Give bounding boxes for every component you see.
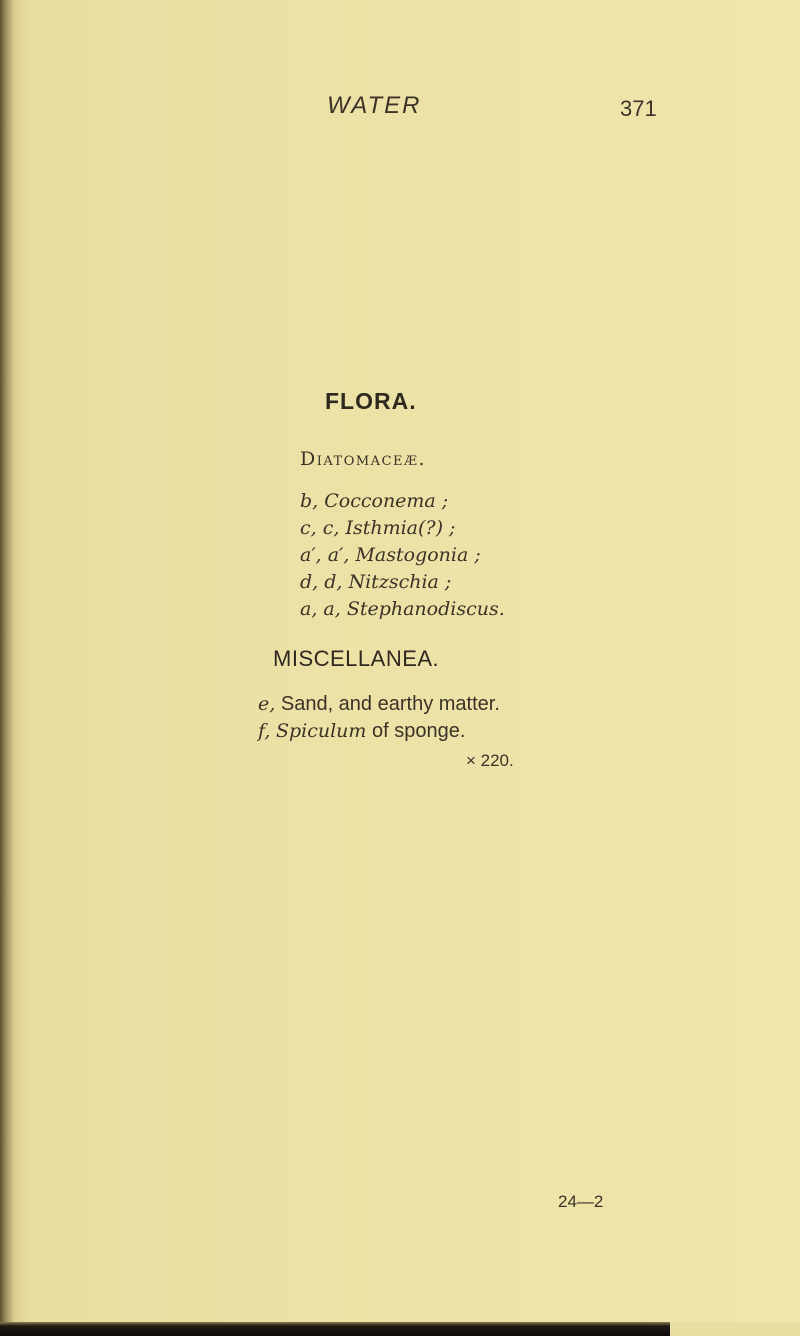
item-text: Sand, and earthy matter.	[280, 693, 500, 715]
flora-heading: FLORA.	[325, 388, 417, 414]
page-edge-shadow	[0, 1322, 800, 1336]
item-italic-term: Spiculum	[275, 720, 367, 742]
plate-reference: 24—2	[558, 1192, 604, 1211]
miscellanea-item-spiculum	[258, 720, 465, 743]
diatomaceae-heading: Diatomaceæ.	[300, 448, 427, 470]
miscellanea-heading: MISCELLANEA.	[273, 646, 440, 671]
item-letter: e,	[258, 693, 276, 715]
flora-item: c, c, Isthmia(?) ;	[300, 517, 456, 539]
item-letter: f,	[258, 720, 271, 742]
flora-item: a, a, Stephanodiscus.	[300, 598, 505, 620]
running-head	[0, 92, 800, 132]
item-text: of sponge.	[372, 720, 466, 742]
flora-item: b, Cocconema ;	[300, 490, 449, 512]
running-head-title: WATER	[327, 92, 422, 119]
flora-item: a′, a′, Mastogonia ;	[300, 544, 481, 566]
miscellanea-item-sand	[258, 693, 500, 716]
flora-item: d, d, Nitzschia ;	[300, 571, 452, 593]
magnification-label: × 220.	[466, 751, 514, 770]
page-number: 371	[620, 96, 657, 121]
